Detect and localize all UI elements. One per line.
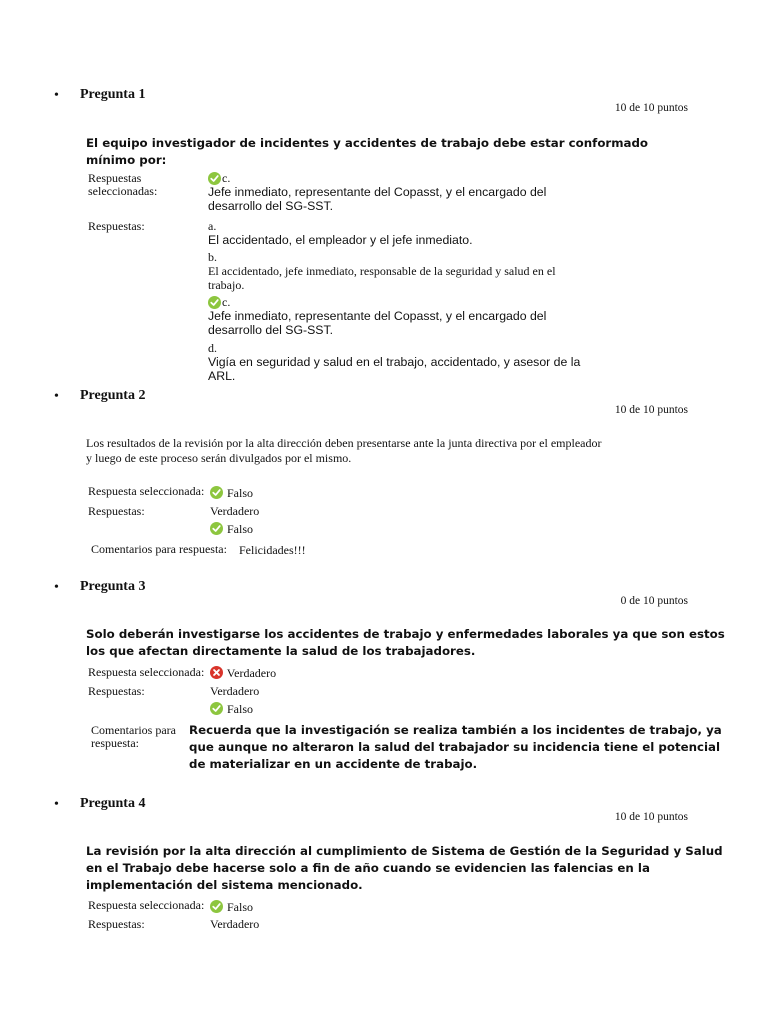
prompt-line: La revisión por la alta dirección al cumplimiento de Sistema de Gestión de la Seguridad y Salud: [86, 844, 723, 858]
answer-text: desarrollo del SG-SST.: [208, 199, 334, 213]
prompt-line: los que afectan directamente la salud de los trabajadores.: [86, 644, 476, 658]
prompt-line: implementación del sistema mencionado.: [86, 878, 363, 892]
selected-answer-label: Respuesta seleccionada:: [88, 898, 205, 912]
check-circle-icon: [210, 900, 223, 913]
bullet: •: [54, 88, 59, 103]
answer-text: Jefe inmediato, representante del Copasst, y el encargado del: [208, 309, 547, 323]
answer-letter: b.: [208, 250, 217, 264]
answer-letter-row: [208, 172, 546, 185]
comments-label: [91, 724, 176, 750]
check-circle-icon: [210, 702, 223, 715]
question-score: 10 de 10 puntos: [614, 811, 688, 823]
question-title: Pregunta 2: [80, 388, 146, 403]
question-prompt: [86, 626, 725, 660]
answer-option-a: [208, 220, 473, 247]
question-prompt: [86, 135, 648, 169]
answer-text: Falso: [227, 522, 254, 536]
answer-letter: d.: [208, 341, 217, 355]
answer-letter: c.: [222, 295, 231, 309]
answer-text: Falso: [227, 702, 254, 716]
label-line: respuesta:: [91, 736, 139, 750]
check-circle-icon: [208, 296, 221, 309]
answer-option: Verdadero: [210, 917, 260, 931]
question-score: 0 de 10 puntos: [620, 595, 688, 607]
prompt-line: Los resultados de la revisión por la alta dirección deben presentarse ante la junta directiva por el empleador: [86, 436, 602, 450]
x-circle-icon: [210, 666, 223, 679]
answers-label: Respuestas:: [88, 917, 145, 931]
selected-answer: [210, 900, 253, 914]
answer-letter: a.: [208, 219, 217, 233]
answer-text: Vigía en seguridad y salud en el trabajo, accidentado, y asesor de la: [208, 355, 581, 369]
check-circle-icon: [210, 522, 223, 535]
prompt-line: y luego de este proceso serán divulgados por el mismo.: [86, 451, 352, 465]
label-line: seleccionadas:: [88, 184, 158, 198]
label-line: Respuestas: [88, 171, 142, 185]
comment-line: Recuerda que la investigación se realiza también a los incidentes de trabajo, ya: [189, 723, 722, 737]
comment-line: de materializar en un accidente de trabajo.: [189, 757, 478, 771]
answer-letter-row: [208, 296, 546, 309]
question-prompt: [86, 436, 601, 466]
question-title: Pregunta 1: [80, 87, 146, 102]
question-score: 10 de 10 puntos: [614, 404, 688, 416]
answer-option: Verdadero: [210, 684, 260, 698]
check-circle-icon: [210, 486, 223, 499]
answer-text: ARL.: [208, 369, 236, 383]
comments-label: Comentarios para respuesta:: [91, 542, 227, 556]
prompt-line: El equipo investigador de incidentes y accidentes de trabajo debe estar conformado: [86, 136, 649, 150]
comment-line: que aunque no alteraron la salud del trabajador su incidencia tiene el potencial: [189, 740, 721, 754]
answer-text: Falso: [227, 486, 254, 500]
answers-label: Respuestas:: [88, 684, 145, 698]
bullet: •: [54, 797, 59, 812]
prompt-line: Solo deberán investigarse los accidentes de trabajo y enfermedades laborales ya que son estos: [86, 627, 725, 641]
selected-answer-label: Respuesta seleccionada:: [88, 665, 205, 679]
answer-option-d: [208, 342, 580, 383]
check-circle-icon: [208, 172, 221, 185]
question-prompt: [86, 843, 723, 894]
comments-text: [189, 722, 722, 773]
answer-option-correct: [210, 702, 253, 716]
answer-text: El accidentado, el empleador y el jefe inmediato.: [208, 233, 473, 247]
answer-text: desarrollo del SG-SST.: [208, 323, 334, 337]
question-title: Pregunta 4: [80, 796, 146, 811]
bullet: •: [54, 580, 59, 595]
answer-text: trabajo.: [208, 278, 245, 292]
answer-text: El accidentado, jefe inmediato, responsable de la seguridad y salud en el: [208, 264, 556, 278]
answer-option: Verdadero: [210, 504, 260, 518]
selected-answer: [208, 172, 546, 213]
answers-label: Respuestas:: [88, 219, 145, 233]
answer-text: Falso: [227, 900, 254, 914]
bullet: •: [54, 389, 59, 404]
answer-letter: c.: [222, 171, 231, 185]
prompt-line: mínimo por:: [86, 153, 167, 167]
answer-text: Jefe inmediato, representante del Copasst, y el encargado del: [208, 185, 547, 199]
answer-option-b: [208, 251, 556, 292]
answer-option-correct: [210, 522, 253, 536]
selected-answer: [210, 666, 276, 680]
question-score: 10 de 10 puntos: [614, 102, 688, 114]
comments-text: Felicidades!!!: [239, 543, 306, 557]
selected-answer-label: Respuesta seleccionada:: [88, 484, 205, 498]
question-title: Pregunta 3: [80, 579, 146, 594]
answers-label: Respuestas:: [88, 504, 145, 518]
answer-text: Verdadero: [226, 666, 277, 680]
selected-answers-label: [88, 172, 157, 198]
label-line: Comentarios para: [91, 723, 176, 737]
selected-answer: [210, 486, 253, 500]
prompt-line: en el Trabajo debe hacerse solo a fin de año cuando se evidencien las falencias en la: [86, 861, 650, 875]
answer-option-c: [208, 296, 546, 337]
